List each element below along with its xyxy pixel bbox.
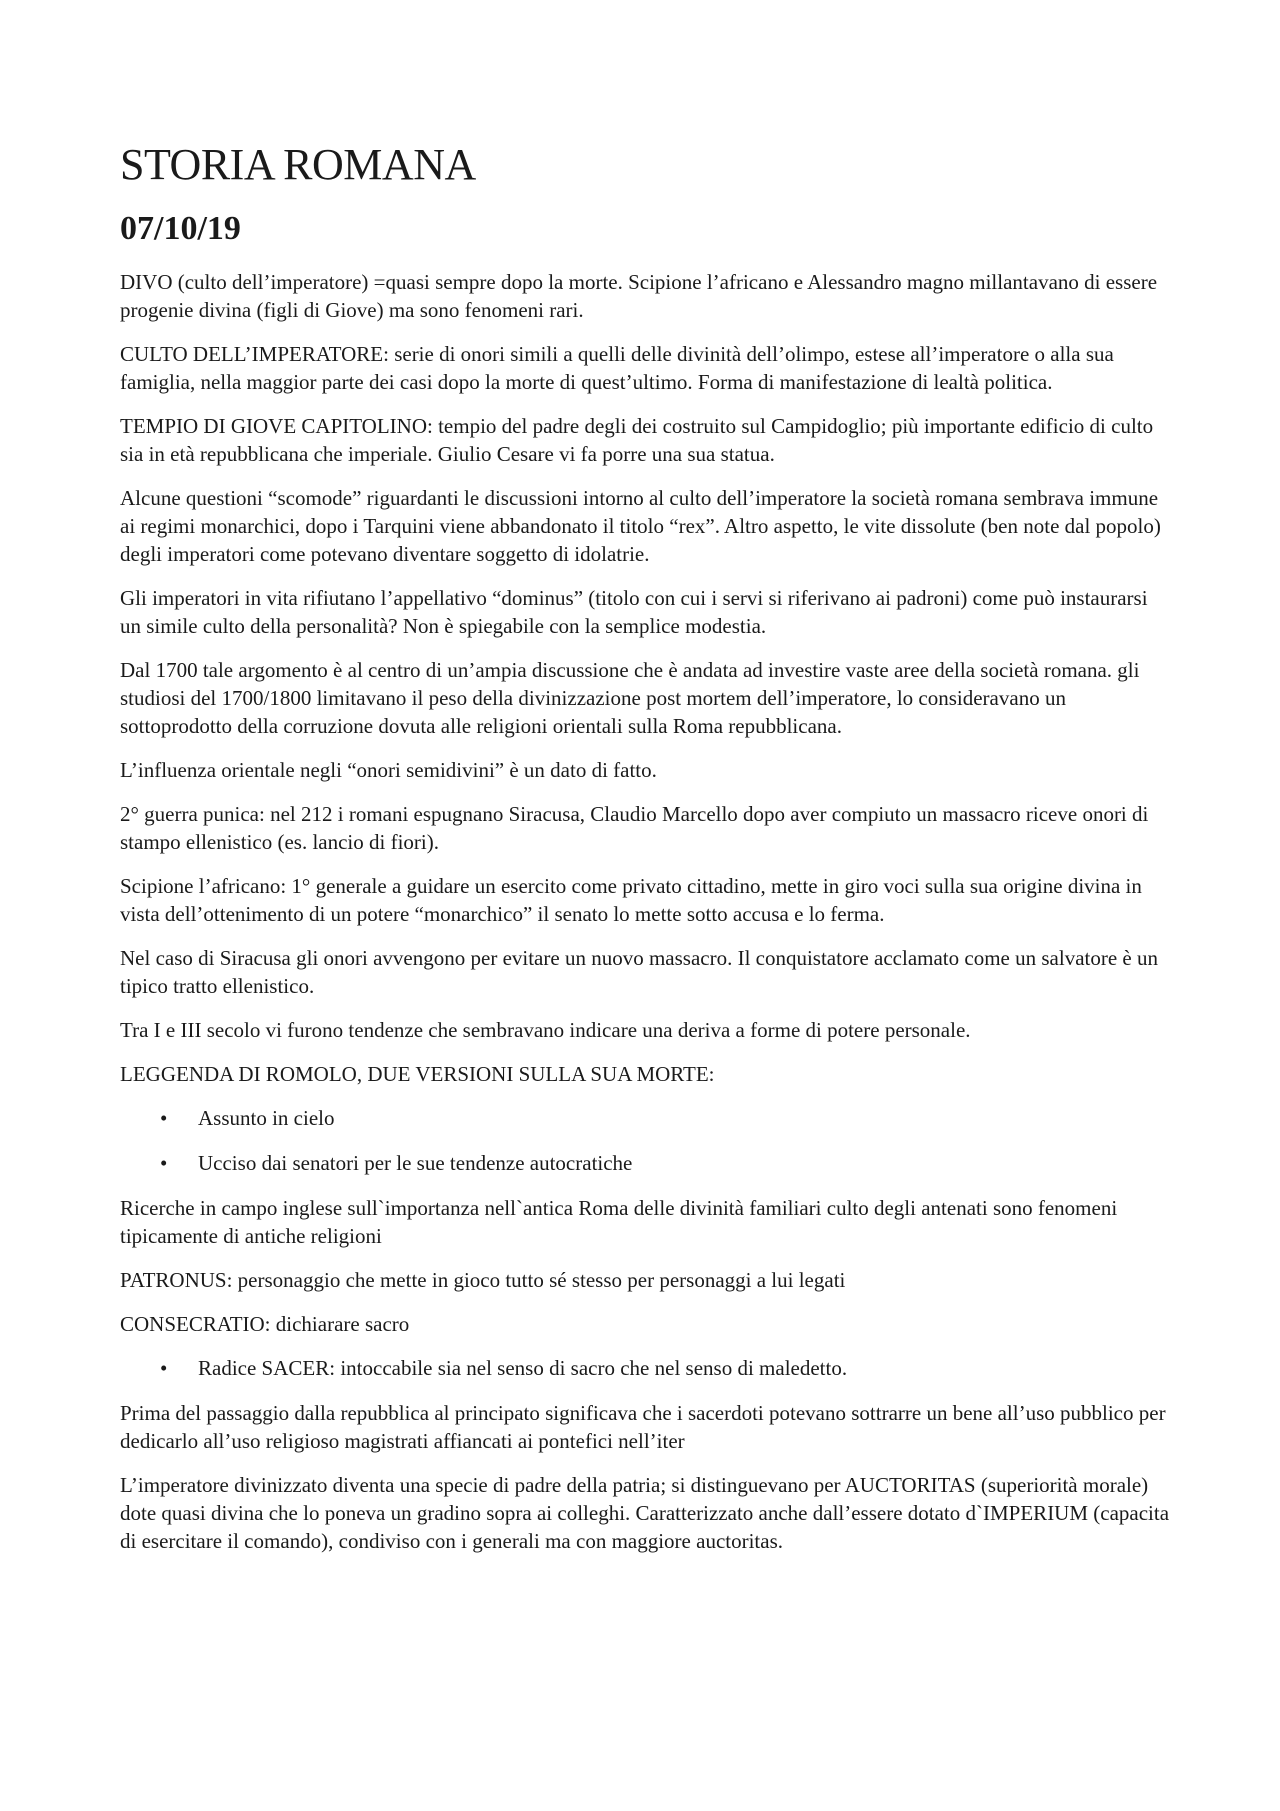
list-item-text: Ucciso dai senatori per le sue tendenze autocratiche [198,1150,633,1175]
bullet-icon: • [160,1105,168,1130]
bullet-list [120,1354,1170,1382]
document-body [120,268,1170,1555]
paragraph: Scipione l’africano: 1° generale a guidare un esercito come privato cittadino, mette in giro voci sulla sua origine divina in vista dell’ottenimento di un potere “monarchico” il senato lo mette sotto accusa e lo ferma. [120,873,1142,926]
paragraph: Tra I e III secolo vi furono tendenze che sembravano indicare una deriva a forme di potere personale. [120,1017,971,1042]
paragraph: LEGGENDA DI ROMOLO, DUE VERSIONI SULLA SUA MORTE: [120,1061,715,1086]
paragraph: TEMPIO DI GIOVE CAPITOLINO: tempio del padre degli dei costruito sul Campidoglio; più importante edificio di culto sia in età repubblicana che imperiale. Giulio Cesare vi fa porre una sua statua. [120,413,1154,466]
bullet-icon: • [160,1150,168,1175]
paragraph: CULTO DELL’IMPERATORE: serie di onori simili a quelli delle divinità dell’olimpo, estese all’imperatore o alla sua famiglia, nella maggior parte dei casi dopo la morte di quest’ultimo. Forma di manifestazione di lealtà politica. [120,341,1114,394]
list-item-text: Assunto in cielo [198,1105,335,1130]
paragraph: DIVO (culto dell’imperatore) =quasi sempre dopo la morte. Scipione l’africano e Alessandro magno millantavano di essere progenie divina (figli di Giove) ma sono fenomeni rari. [120,269,1158,322]
document-date: 07/10/19 [120,209,241,247]
paragraph: L’imperatore divinizzato diventa una specie di padre della patria; si distinguevano per AUCTORITAS (superiorità morale) dote quasi divina che lo poneva un gradino sopra ai colleghi. Caratterizzato anche dall’essere dotato d`IMPERIUM (capacita di esercitare il comando), condiviso con i generali ma con maggiore auctoritas. [120,1472,1170,1553]
bullet-list [120,1104,1170,1177]
bullet-icon: • [160,1355,168,1380]
document-title: STORIA ROMANA [120,140,476,189]
paragraph: Nel caso di Siracusa gli onori avvengono per evitare un nuovo massacro. Il conquistatore acclamato come un salvatore è un tipico tratto ellenistico. [120,945,1158,998]
paragraph: Prima del passaggio dalla repubblica al principato significava che i sacerdoti potevano sottrarre un bene all’uso pubblico per dedicarlo all’uso religioso magistrati affiancati ai pontefici nell’iter [120,1400,1166,1453]
paragraph: L’influenza orientale negli “onori semidivini” è un dato di fatto. [120,757,657,782]
paragraph: PATRONUS: personaggio che mette in gioco tutto sé stesso per personaggi a lui legati [120,1267,846,1292]
document-page [120,140,1170,1571]
list-item [120,1149,1170,1177]
paragraph: Alcune questioni “scomode” riguardanti le discussioni intorno al culto dell’imperatore la società romana sembrava immune ai regimi monarchici, dopo i Tarquini viene abbandonato il titolo “rex”. Altro aspetto, le vite dissolute (ben note dal popolo) degli imperatori come potevano diventare soggetto di idolatrie. [120,485,1161,566]
list-item [120,1354,1170,1382]
paragraph: Ricerche in campo inglese sull`importanza nell`antica Roma delle divinità familiari culto degli antenati sono fenomeni tipicamente di antiche religioni [120,1195,1118,1248]
list-item-text: Radice SACER: intoccabile sia nel senso di sacro che nel senso di maledetto. [198,1355,848,1380]
paragraph: 2° guerra punica: nel 212 i romani espugnano Siracusa, Claudio Marcello dopo aver compiuto un massacro riceve onori di stampo ellenistico (es. lancio di fiori). [120,801,1149,854]
paragraph: CONSECRATIO: dichiarare sacro [120,1311,410,1336]
list-item [120,1104,1170,1132]
paragraph: Dal 1700 tale argomento è al centro di un’ampia discussione che è andata ad investire vaste aree della società romana. gli studiosi del 1700/1800 limitavano il peso della divinizzazione post mortem dell’imperatore, lo consideravano un sottoprodotto della corruzione dovuta alle religioni orientali sulla Roma repubblicana. [120,657,1140,738]
paragraph: Gli imperatori in vita rifiutano l’appellativo “dominus” (titolo con cui i servi si riferivano ai padroni) come può instaurarsi un simile culto della personalità? Non è spiegabile con la semplice modestia. [120,585,1148,638]
